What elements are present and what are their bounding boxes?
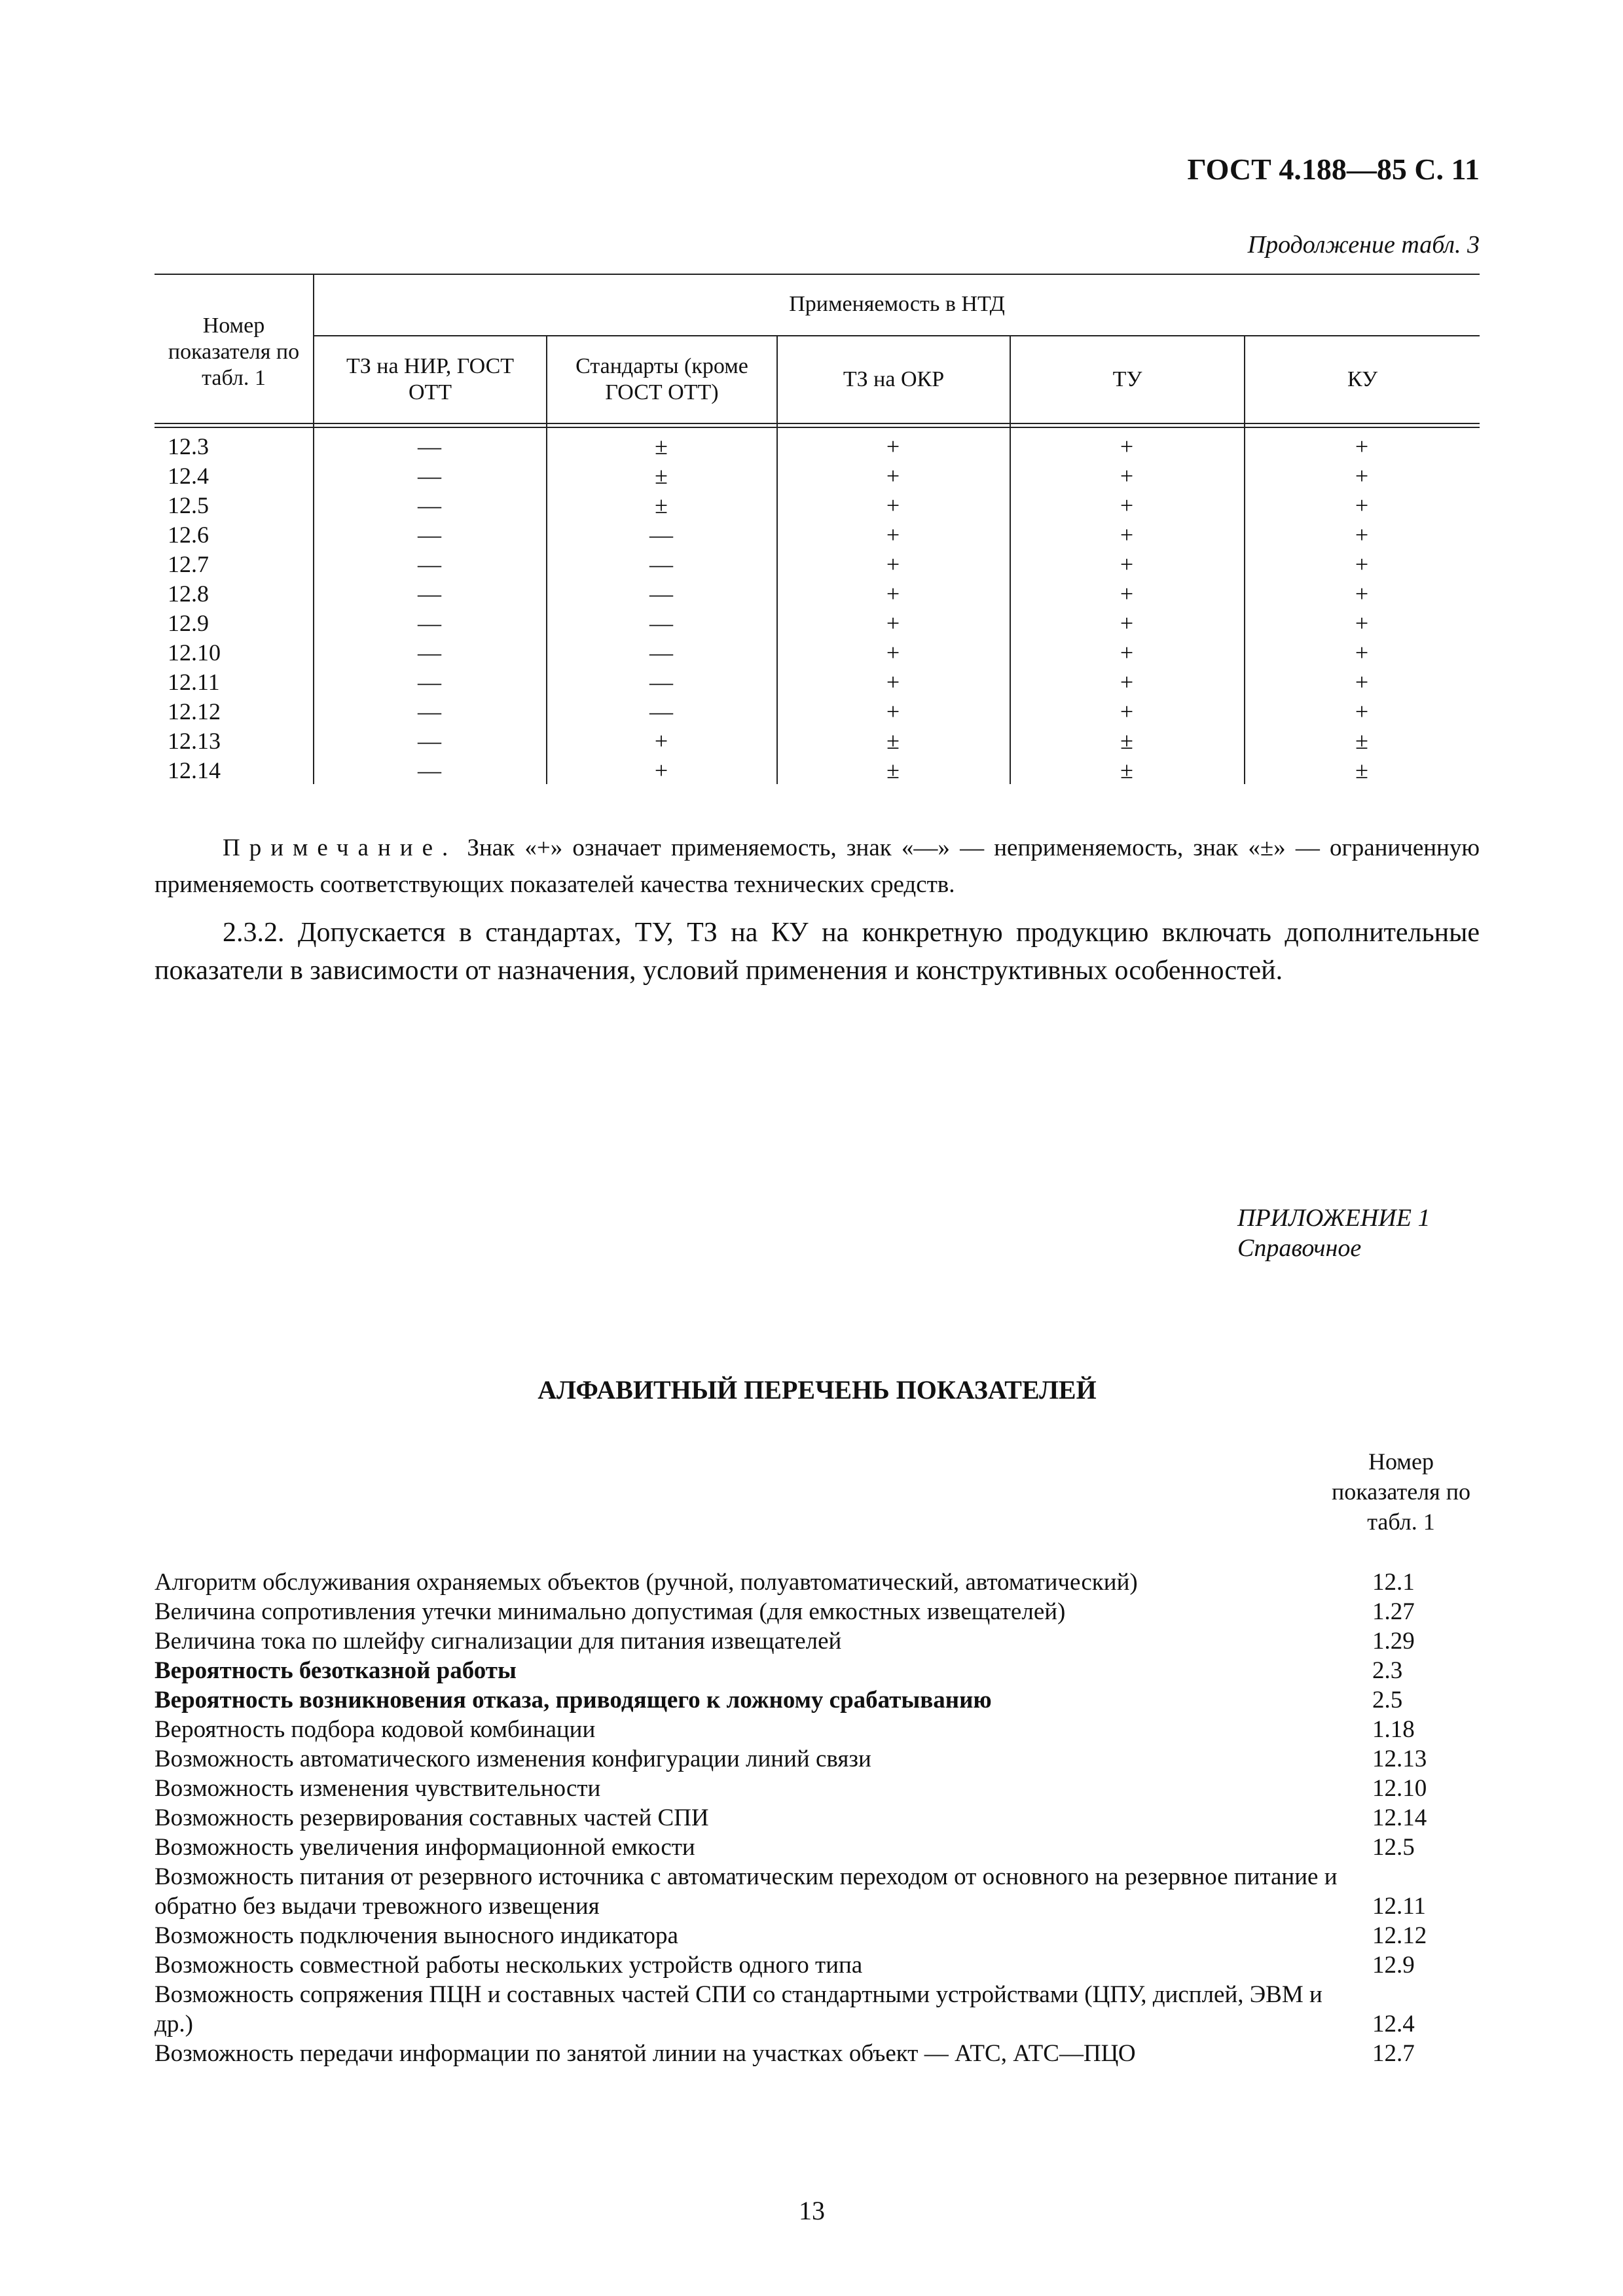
appendix-title: АЛФАВИТНЫЙ ПЕРЕЧЕНЬ ПОКАЗАТЕЛЕЙ [538, 1375, 1097, 1405]
table-row [155, 756, 1480, 785]
table-continuation-label: Продолжение табл. 3 [1247, 231, 1480, 259]
row-number: 12.10 [168, 639, 221, 666]
table-cell: — [418, 551, 441, 577]
table-row [155, 697, 1480, 726]
column-header-ku: КУ [1347, 367, 1378, 391]
table-cell: + [886, 610, 900, 636]
row-number: 12.5 [168, 492, 209, 518]
indicator-number: 2.5 [1372, 1687, 1403, 1713]
table-row [155, 638, 1480, 668]
table-row [155, 461, 1480, 491]
table-cell: — [649, 639, 673, 666]
table-cell: + [1355, 551, 1369, 577]
table-cell: ± [1355, 757, 1368, 783]
indicator-number: 12.13 [1372, 1746, 1427, 1772]
indicator-name: Алгоритм обслуживания охраняемых объектов (ручной, полуавтоматический, автоматический) [155, 1569, 1138, 1596]
table-cell: + [1120, 522, 1134, 548]
indicator-number: 12.5 [1372, 1834, 1415, 1861]
table-cell: + [886, 492, 900, 518]
table-cell: + [886, 522, 900, 548]
table-cell: + [1120, 551, 1134, 577]
indicator-number: 12.1 [1372, 1569, 1415, 1596]
table-cell: — [649, 669, 673, 695]
table-cell: + [1355, 669, 1369, 695]
indicator-number: 1.27 [1372, 1598, 1415, 1625]
indicator-number: 2.3 [1372, 1657, 1403, 1684]
list-column-header: Номер показателя по табл. 1 [1332, 1448, 1470, 1535]
indicator-number: 12.7 [1372, 2040, 1415, 2067]
column-header-standards: Стандарты (кроме ГОСТ ОТТ) [575, 354, 748, 404]
indicator-name: Вероятность подбора кодовой комбинации [155, 1716, 596, 1743]
standard-header: ГОСТ 4.188—85 С. 11 [1187, 152, 1480, 186]
table-cell: — [649, 551, 673, 577]
group-header-applicability: Применяемость в НТД [789, 292, 1005, 316]
table-cell: + [1355, 610, 1369, 636]
table-cell: — [418, 492, 441, 518]
list-item [155, 2039, 1480, 2068]
indicator-name: Величина сопротивления утечки минимально допустимая (для емкостных извещателей) [155, 1598, 1066, 1625]
table-cell: — [418, 463, 441, 489]
list-item [155, 1803, 1480, 1833]
list-item [155, 1656, 1480, 1685]
column-header-tu: ТУ [1112, 367, 1142, 391]
column-header-tz-okr: ТЗ на ОКР [843, 367, 945, 391]
table-cell: ± [886, 757, 900, 783]
table-row [155, 579, 1480, 609]
table-cell: + [1355, 492, 1369, 518]
row-number: 12.14 [168, 757, 221, 783]
table-cell: — [418, 669, 441, 695]
table-cell: + [886, 669, 900, 695]
table-row [155, 432, 1480, 461]
page-number: 13 [799, 2196, 825, 2225]
table-cell: + [1120, 698, 1134, 725]
table-cell: — [418, 757, 441, 783]
clause-2-3-2: 2.3.2. Допускается в стандартах, ТУ, ТЗ на КУ на конкретную продукцию включать дополнительные показатели в зависимости от назначения, условий применения и конструктивных особенностей. [155, 918, 1480, 986]
table-row [155, 668, 1480, 697]
indicator-name: Возможность питания от резервного источника с автоматическим переходом от основного на резервное питание и обратно без выдачи тревожного извещения [155, 1863, 1338, 1920]
table-cell: ± [655, 492, 668, 518]
table-cell: + [886, 698, 900, 725]
row-number: 12.7 [168, 551, 209, 577]
table-cell: ± [655, 433, 668, 459]
row-number: 12.9 [168, 610, 209, 636]
indicator-number: 1.29 [1372, 1628, 1415, 1655]
row-number: 12.12 [168, 698, 221, 725]
table-cell: + [1355, 581, 1369, 607]
table-cell: + [1355, 433, 1369, 459]
table-cell: — [649, 522, 673, 548]
table-cell: + [886, 433, 900, 459]
table-cell: + [654, 757, 668, 783]
alphabetical-list [155, 1568, 1480, 2068]
list-item [155, 1685, 1480, 1715]
indicator-number: 12.10 [1372, 1775, 1427, 1802]
table-cell: + [886, 581, 900, 607]
appendix-type: Справочное [1237, 1234, 1362, 1262]
table-cell: — [649, 610, 673, 636]
list-item [155, 1626, 1480, 1656]
table-cell: + [1120, 581, 1134, 607]
table-cell: — [418, 581, 441, 607]
indicator-name: Возможность автоматического изменения конфигурации линий связи [155, 1746, 871, 1772]
table-row [155, 491, 1480, 520]
applicability-table [155, 274, 1480, 784]
note-label: Примечание. [223, 834, 458, 861]
table-cell: + [1355, 698, 1369, 725]
indicator-number: 12.12 [1372, 1922, 1427, 1949]
indicator-name: Возможность передачи информации по занятой линии на участках объект — АТС, АТС—ПЦО [155, 2040, 1136, 2067]
table-cell: + [654, 728, 668, 754]
list-item [155, 1862, 1480, 1921]
table-cell: + [1120, 433, 1134, 459]
table-cell: ± [1355, 728, 1368, 754]
table-cell: + [1120, 639, 1134, 666]
table-cell: + [886, 463, 900, 489]
list-item [155, 1568, 1480, 1597]
indicator-name: Возможность совместной работы нескольких устройств одного типа [155, 1952, 863, 1979]
indicator-number: 12.9 [1372, 1952, 1415, 1979]
table-cell: + [886, 551, 900, 577]
indicator-name: Возможность резервирования составных частей СПИ [155, 1804, 709, 1831]
list-item [155, 1833, 1480, 1862]
indicator-number: 12.11 [1372, 1893, 1426, 1920]
table-cell: + [1120, 669, 1134, 695]
list-item [155, 1774, 1480, 1803]
table-cell: — [418, 433, 441, 459]
indicator-name: Возможность сопряжения ПЦН и составных частей СПИ со стандартными устройствами (ЦПУ, дисплей, ЭВМ и др.) [155, 1981, 1322, 2037]
row-number: 12.8 [168, 581, 209, 607]
table-cell: ± [1120, 757, 1133, 783]
appendix-label [1237, 1203, 1430, 1263]
list-item [155, 1744, 1480, 1774]
table-cell: ± [1120, 728, 1133, 754]
table-cell: — [418, 639, 441, 666]
table-cell: — [418, 698, 441, 725]
table-row [155, 609, 1480, 638]
row-number: 12.13 [168, 728, 221, 754]
indicator-name: Величина тока по шлейфу сигнализации для питания извещателей [155, 1628, 842, 1655]
table-cell: + [1355, 463, 1369, 489]
row-number: 12.6 [168, 522, 209, 548]
indicator-name: Вероятность возникновения отказа, приводящего к ложному срабатыванию [155, 1687, 992, 1713]
column-header-tz-nir: ТЗ на НИР, ГОСТ ОТТ [346, 354, 515, 404]
row-number: 12.3 [168, 433, 209, 459]
list-item [155, 1921, 1480, 1950]
appendix-number: ПРИЛОЖЕНИЕ 1 [1237, 1204, 1431, 1232]
table-cell: ± [886, 728, 900, 754]
table-cell: + [1355, 639, 1369, 666]
column-header-number: Номер показателя по табл. 1 [168, 314, 300, 390]
table-cell: + [1120, 463, 1134, 489]
row-number: 12.11 [168, 669, 220, 695]
table-cell: + [886, 639, 900, 666]
list-item [155, 1950, 1480, 1980]
indicator-name: Возможность изменения чувствительности [155, 1775, 601, 1802]
note-text: Знак «+» означает применяемость, знак «—» — неприменяемость, знак «±» — ограниченную применяемость соответствующих показателей качества технических средств. [155, 834, 1480, 898]
table-note [155, 830, 1480, 903]
indicator-number: 12.4 [1372, 2011, 1415, 2037]
list-item [155, 1597, 1480, 1626]
list-item [155, 1980, 1480, 2039]
indicator-name: Возможность подключения выносного индикатора [155, 1922, 678, 1949]
table-cell: — [649, 698, 673, 725]
table-cell: + [1120, 492, 1134, 518]
table-row [155, 550, 1480, 579]
table-cell: + [1355, 522, 1369, 548]
table-cell: — [418, 610, 441, 636]
table-cell: — [649, 581, 673, 607]
table-cell: — [418, 728, 441, 754]
table-cell: — [418, 522, 441, 548]
table-row [155, 520, 1480, 550]
indicator-number: 12.14 [1372, 1804, 1427, 1831]
indicator-name: Вероятность безотказной работы [155, 1657, 517, 1684]
indicator-number: 1.18 [1372, 1716, 1415, 1743]
indicator-name: Возможность увеличения информационной емкости [155, 1834, 695, 1861]
table-cell: + [1120, 610, 1134, 636]
row-number: 12.4 [168, 463, 209, 489]
list-item [155, 1715, 1480, 1744]
table-cell: ± [655, 463, 668, 489]
table-row [155, 726, 1480, 756]
